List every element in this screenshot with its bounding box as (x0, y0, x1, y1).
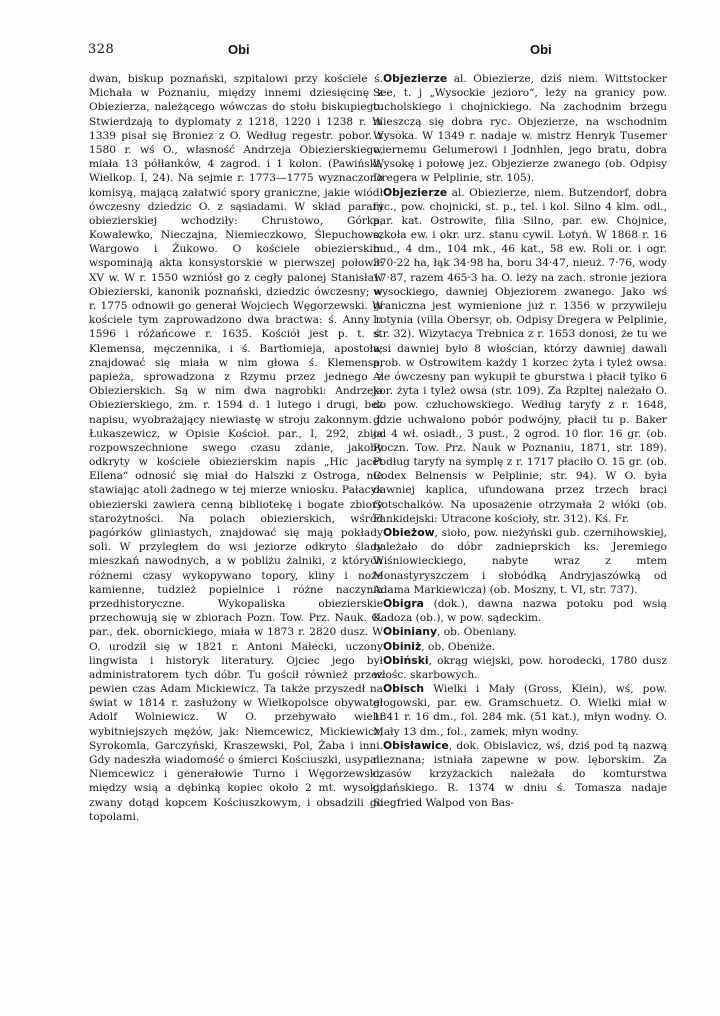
entry-text: (dok.), dawna nazwa potoku pod wsią Kadoza (ob.), w pow. sądeckim. (373, 597, 667, 625)
running-head-left: Obi (228, 42, 250, 57)
running-head-right: Obi (530, 42, 552, 57)
entry-headword: Obiniany (383, 625, 438, 639)
entry-obigra (373, 597, 667, 625)
entry-obiniany (373, 625, 667, 639)
entry-text: al. Obiezierze, niem. Butzendorf, dobra ryc., pow. chojnicki, st. p., tel. i kol. Silno 4 klm. odl., par. kat. Ostrowite, filia Silno, par. ew. Chojnice, szkoła ew. i okr. urz. stanu cywil. Lotyń. W 1868 r. 16 bud., 4 dm., 104 mk., 46 kat., 58 ew. Roli or. i ogr. 370·22 ha, łąk 34·98 ha, boru 34·47, nieuż. 7·76, wody 17·87, razem 465·3 ha. O. leży na zach. stronie jeziora wysockiego, dawniej Objeziorem zwanego. Jako wś graniczna jest wymienione już r. 1356 w przywileju Lotynia (villa Obersyr, ob. Odpisy Dregera w Pelplinie, str. 32). Wizytacya Trebnica z r. 1653 donosi, że tu we wsi dawniej było 8 włościan, którzy dawniej dawali prob. w Ostrowitem każdy 1 korzec żyta i tyleż owsa. Ale ówczesny pan wykupił te gburstwa i płacił tylko 6 kor. żyta i tyleż owsa (str. 109). Za Rzpltej należało O. do pow. człuchowskiego. Według taryfy z r. 1648, gdzie uchwalono pobór podwójny, płacił tu p. Baker od 4 wł. osiadł., 3 pust., 2 ogrod. 10 flor. 16 gr. (ob. Roczn. Tow. Prz. Nauk w Poznaniu, 1871, str. 189). Podług taryfy na symplę z r. 1717 płaciło O. 15 gr. (ob. Codex Belnensis w Pelplinie, str. 94). W O. była dawniej kaplica, ufundowana przez trzech braci Gotschalków. Na uposażenie otrzymała 2 włóki (ob. Fankidejski: Utracone kościoły, str. 312). Kś. Fr. (373, 186, 667, 525)
entry-text: , dok. Obislavicz, wś, dziś pod tą nazwą nieznana; istniała zapewne w pow. lęborskim. Za czasów krzyżackich należała do komturstwa gdańskiego. R. 1374 w dniu ś. Tomasza nadaje Siegfried Walpod von Bas- (373, 739, 667, 809)
entry-headword: Objezierze (383, 72, 448, 85)
page-header (0, 42, 720, 62)
entry-headword: Obigra (383, 596, 424, 610)
entry-headword: Obiniż (383, 639, 422, 653)
entry-continuation: dwan, biskup poznański, szpitalowi przy kościele ś. Michała w Poznaniu, między innemi dziesięcinę z Obiezierza, należącego wówczas do stołu biskupiego. Stwierdzają to dyplomaty z 1218, 1220 i 1238 r. W 1339 pisał się Broniez z O. Według regestr. pobor. z 1580 r. wś O., własność Andrzeja Obiezierskiego, miała 13 półłanków, 4 zagrod. i 1 kolon. (Pawiński, Wielkop. I, 24). Na sejmie r. 1773—1775 wyznaczono komisyą, mającą załatwić spory graniczne, jakie wiódł ówczesny dziedzic O. z sąsiadami. W skład parafii obiezierskiej wchodziły: Chrustowo, Górka, Kowalewko, Nieczajna, Niemieczkowo, Ślepuchowo, Wargowo i Żukowo. O kościele obiezierskim wspominają akta konsystorskie w pierwszej połowie XV w. W r. 1550 wzniósł go z cegły palonej Stanisław Obiezierski, kanonik poznański, dziedzic ówczesny; w r. 1775 odnowił go generał Wojciech Węgorzewski. W kościele tym zaprowadzono dwa bractwa: ś. Anny r. 1596 i różańcowe r. 1635. Kościół jest p. t. ś. Klemensa, męczennika, i ś. Bartłomieja, apostoła; znajdować się miała w nim głowa ś. Klemensa, papieża, sprowadzona z Rzymu przez jednego z Obiezierskich. Są w nim dwa nagrobki: Andrzeja Obiezierskiego, zm. r. 1594 d. 1 lutego i drugi, bez napisu, wyobrażający niewiastę w stroju zakonnym. J. Łukaszewicz, w Opisie Kościoł. par., I, 292, zbija rozpowszechnione swego czasu zdanie, jakoby odkryty w kościele obiezierskim napis „Hic jacet Ellena“ odnosić się miał do Halszki z Ostroga, nie stawiając atoli żadnego w tej mierze wniosku. Pałacyk obiezierski zawiera cenną bibliotekę i bogate zbiory starożytności. Na polach obiezierskich, wśród pagórków gliniastych, znajdować się mają pokłady soli. W przyległem do wsi jeziorze odkryto ślady mieszkań nawodnych, a w pobliżu żalniki, z których różnemi czasy wykopywano topory, kliny i noże kamienne, tudzież popielnice i różne naczynia przedhistoryczne. Wykopaliska obiezierskie przechowują się w zbiorach Pozn. Tow. Prz. Nauk. O. par., dek. obornickiego, miała w 1873 r. 2820 dusz. W O. urodził się w 1821 r. Antoni Małecki, uczony lingwista i historyk literatury. Ojciec jego był administratorem tych dóbr. Tu gościł również przez pewien czas Adam Mickiewicz. Ta także przyszedł na świat w 1814 r. zasłużony w Wielkopolsce obywatel Adolf Wolniewicz. W O. przebywało wielu wybitniejszych mężów, jak: Niemcewicz, Mickiewicz, Syrokomla, Garczyński, Kraszewski, Pol, Żaba i inni. Gdy nadeszła wiadomość o śmierci Kościuszki, usypali Niemcewicz i generałowie Turno i Węgorzewski, między wsią a dębinką kopiec około 2 mt. wysoki, zwany dotąd kopcem Kościuszkowym, i obsadzili go topolami. (89, 73, 383, 823)
entry-text: , ob. Obeniże. (421, 640, 496, 653)
entry-text: , okrąg wiejski, pow. horodecki, 1780 dusz włośc. skarbowych. (373, 654, 667, 681)
entry-obisch (373, 682, 667, 739)
entry-obinski (373, 654, 667, 682)
entry-text: , ob. Obeniany. (437, 626, 517, 639)
entry-headword: Obisch (383, 682, 425, 696)
entry-headword: Obiński (383, 653, 429, 667)
entry-objezierze-2 (373, 186, 667, 527)
entry-headword: Objezierze (383, 185, 448, 199)
entry-headword: Obisławice (383, 738, 449, 752)
left-column (89, 72, 383, 824)
entry-obiezow (373, 526, 667, 597)
entry-text: al. Obiezierze, dziś niem. Wittstocker See, t. j „Wysockie jezioro“, leży na granicy pow. tucholskiego i chojnickiego. Na zachodnim brzegu mieszczą się dobra ryc. Objezierze, na wschodnim Wysoka. W 1349 r. nadaje w. mistrz Henryk Tusemer wiernemu Gelumerowi i Jodnhlen, jego bratu, dobra Wysokę i połowę jez. Objezierze zwanego (ob. Odpisy Dregera w Pelplinie, str. 105). (373, 73, 667, 185)
page-number: 328 (88, 42, 115, 57)
entry-headword: Obieżow (383, 526, 435, 539)
entry-text: , sioło, pow. nieżyński gub. czernihowskiej, należało do dóbr zadnieprskich ks. Jeremiego Wiśniowieckiego, nabyte wraz z mtem Monastyryszczem i słobódką Andryjaszówką od Adama Markiewicza) (ob. Moszny, t. VI, str. 737). (373, 527, 667, 596)
entry-obislawice (373, 739, 667, 810)
entry-text: Wielki i Mały (Gross, Klein), wś, pow. głogowski, par. ew. Gramschuetz. O. Wielki miał w 1841 r. 16 dm., fol. 284 mk. (51 kat.), młyn wodny. O. Mały 13 dm., fol., zamek, młyn wodny. (373, 683, 667, 738)
right-column (373, 72, 667, 810)
entry-objezierze-1 (373, 72, 667, 186)
entry-obiniz (373, 640, 667, 654)
